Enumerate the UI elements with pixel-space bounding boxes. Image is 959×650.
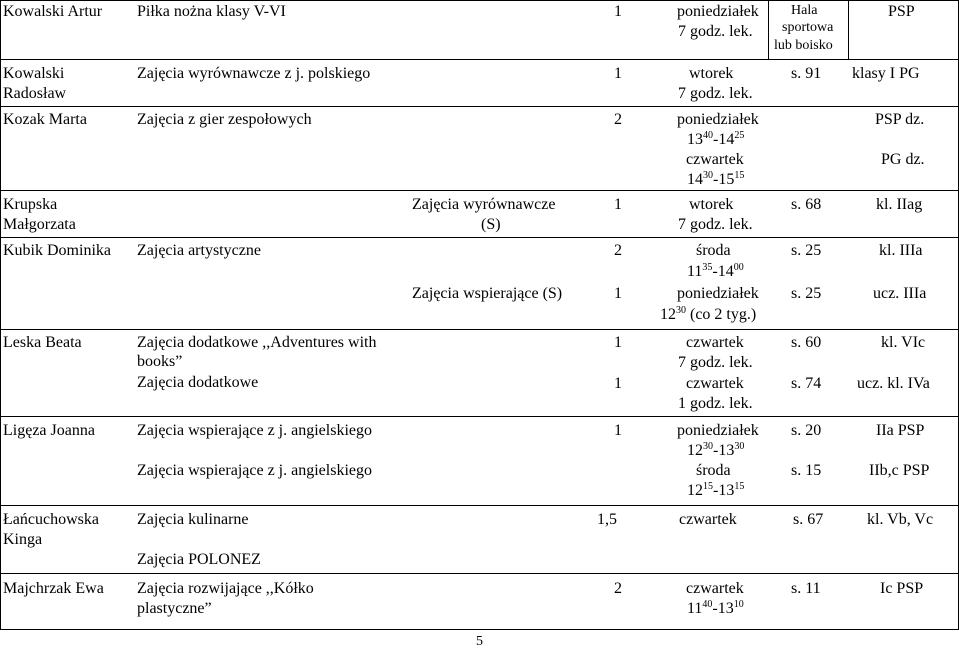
time: 7 godz. lek. bbox=[678, 23, 753, 40]
teacher-name: Kowalski bbox=[3, 65, 65, 82]
subject: Zajęcia POLONEZ bbox=[137, 551, 261, 568]
room: sportowa bbox=[782, 20, 834, 35]
group: IIa PSP bbox=[876, 422, 925, 439]
time: $12^{15}-13^{15}$ bbox=[687, 481, 745, 499]
col-line bbox=[768, 0, 769, 59]
hours: 1 bbox=[614, 196, 622, 213]
subject: Zajęcia rozwijające ,,Kółko bbox=[137, 580, 314, 597]
time: $12^{30}-13^{30}$ bbox=[687, 441, 745, 459]
room: s. 20 bbox=[791, 422, 822, 439]
col-line bbox=[0, 0, 1, 630]
day: czwartek bbox=[686, 151, 744, 168]
subject: plastyczne” bbox=[137, 600, 212, 617]
day: czwartek bbox=[686, 580, 744, 597]
teacher-name: Łańcuchowska bbox=[3, 511, 99, 528]
teacher-name: Leska Beata bbox=[3, 334, 82, 351]
subject: Piłka nożna klasy V-VI bbox=[137, 3, 286, 20]
hours: 1 bbox=[614, 334, 622, 351]
time: $12^{30}$ (co 2 tyg.) bbox=[660, 305, 757, 323]
group: PSP dz. bbox=[875, 111, 925, 128]
day: wtorek bbox=[689, 196, 734, 213]
room: s. 11 bbox=[791, 580, 821, 597]
hours: 1 bbox=[614, 422, 622, 439]
teacher-name: Radosław bbox=[3, 85, 67, 102]
group: kl. IIIa bbox=[879, 242, 923, 259]
row-line bbox=[0, 0, 959, 1]
group: ucz. IIIa bbox=[873, 285, 927, 302]
hours: 1 bbox=[614, 375, 622, 392]
room: s. 74 bbox=[791, 375, 822, 392]
subject: books” bbox=[137, 353, 183, 370]
teacher-name: Krupska bbox=[3, 196, 58, 213]
day: czwartek bbox=[686, 334, 744, 351]
room: s. 15 bbox=[791, 462, 822, 479]
day: środa bbox=[696, 462, 731, 479]
time: $11^{35}-14^{00}$ bbox=[687, 262, 744, 280]
teacher-name: Małgorzata bbox=[3, 216, 76, 233]
day: środa bbox=[696, 242, 731, 259]
group: klasy I PG bbox=[852, 65, 920, 82]
time: 7 godz. lek. bbox=[678, 216, 753, 233]
row-line bbox=[0, 329, 959, 330]
hours: 1 bbox=[614, 65, 622, 82]
row-line bbox=[0, 59, 959, 60]
group: PSP bbox=[888, 3, 915, 20]
activity-type: Zajęcia wyrównawcze bbox=[412, 196, 556, 213]
group: PG dz. bbox=[881, 151, 925, 168]
row-line bbox=[0, 106, 959, 107]
teacher-name: Ligęza Joanna bbox=[3, 422, 95, 439]
row-line bbox=[0, 629, 959, 630]
subject: Zajęcia kulinarne bbox=[137, 511, 249, 528]
time: 7 godz. lek. bbox=[678, 354, 753, 371]
page-number: 5 bbox=[476, 634, 483, 649]
hours: 2 bbox=[614, 111, 622, 128]
room: s. 25 bbox=[791, 242, 822, 259]
subject: Zajęcia artystyczne bbox=[137, 242, 261, 259]
room: lub boisko bbox=[774, 38, 833, 53]
time: 7 godz. lek. bbox=[678, 85, 753, 102]
room: Hala bbox=[791, 3, 818, 18]
group: IIb,c PSP bbox=[869, 462, 930, 479]
day: poniedziałek bbox=[677, 285, 759, 302]
group: kl. VIc bbox=[881, 334, 926, 351]
subject: Zajęcia wspierające z j. angielskiego bbox=[137, 422, 372, 439]
time: 1 godz. lek. bbox=[678, 395, 753, 412]
day: poniedziałek bbox=[677, 111, 759, 128]
subject: Zajęcia dodatkowe bbox=[137, 374, 259, 391]
subject: Zajęcia wspierające z j. angielskiego bbox=[137, 462, 372, 479]
subject: Zajęcia dodatkowe ,,Adventures with bbox=[137, 334, 377, 351]
hours: 2 bbox=[614, 242, 622, 259]
room: s. 68 bbox=[791, 196, 822, 213]
teacher-name: Majchrzak Ewa bbox=[3, 580, 104, 597]
activity-type: Zajęcia wspierające (S) bbox=[412, 285, 563, 302]
activity-type: (S) bbox=[481, 216, 501, 233]
room: s. 91 bbox=[791, 65, 822, 82]
day: czwartek bbox=[686, 375, 744, 392]
room: s. 25 bbox=[791, 285, 822, 302]
group: ucz. kl. IVa bbox=[857, 375, 930, 392]
subject: Zajęcia wyrównawcze z j. polskiego bbox=[137, 65, 371, 82]
day: poniedziałek bbox=[677, 3, 759, 20]
row-line bbox=[0, 237, 959, 238]
day: poniedziałek bbox=[677, 422, 759, 439]
teacher-name: Kozak Marta bbox=[3, 111, 87, 128]
day: wtorek bbox=[689, 65, 734, 82]
room: s. 67 bbox=[793, 511, 824, 528]
group: Ic PSP bbox=[880, 580, 924, 597]
row-line bbox=[0, 416, 959, 417]
group: kl. Vb, Vc bbox=[867, 511, 934, 528]
time: $11^{40}-13^{10}$ bbox=[687, 599, 744, 617]
hours: 1 bbox=[614, 3, 622, 20]
subject: Zajęcia z gier zespołowych bbox=[137, 111, 312, 128]
col-line bbox=[848, 0, 849, 59]
room: s. 60 bbox=[791, 334, 822, 351]
time: $14^{30}-15^{15}$ bbox=[687, 170, 745, 188]
row-line bbox=[0, 190, 959, 191]
day: czwartek bbox=[679, 511, 737, 528]
row-line bbox=[0, 505, 959, 506]
teacher-name: Kinga bbox=[3, 531, 43, 548]
row-line bbox=[0, 573, 959, 574]
hours: 2 bbox=[614, 580, 622, 597]
hours: 1,5 bbox=[597, 511, 617, 528]
teacher-name: Kubik Dominika bbox=[3, 242, 111, 259]
time: $13^{40}-14^{25}$ bbox=[687, 130, 745, 148]
group: kl. IIag bbox=[876, 196, 923, 213]
hours: 1 bbox=[614, 285, 622, 302]
teacher-name: Kowalski Artur bbox=[3, 3, 103, 20]
